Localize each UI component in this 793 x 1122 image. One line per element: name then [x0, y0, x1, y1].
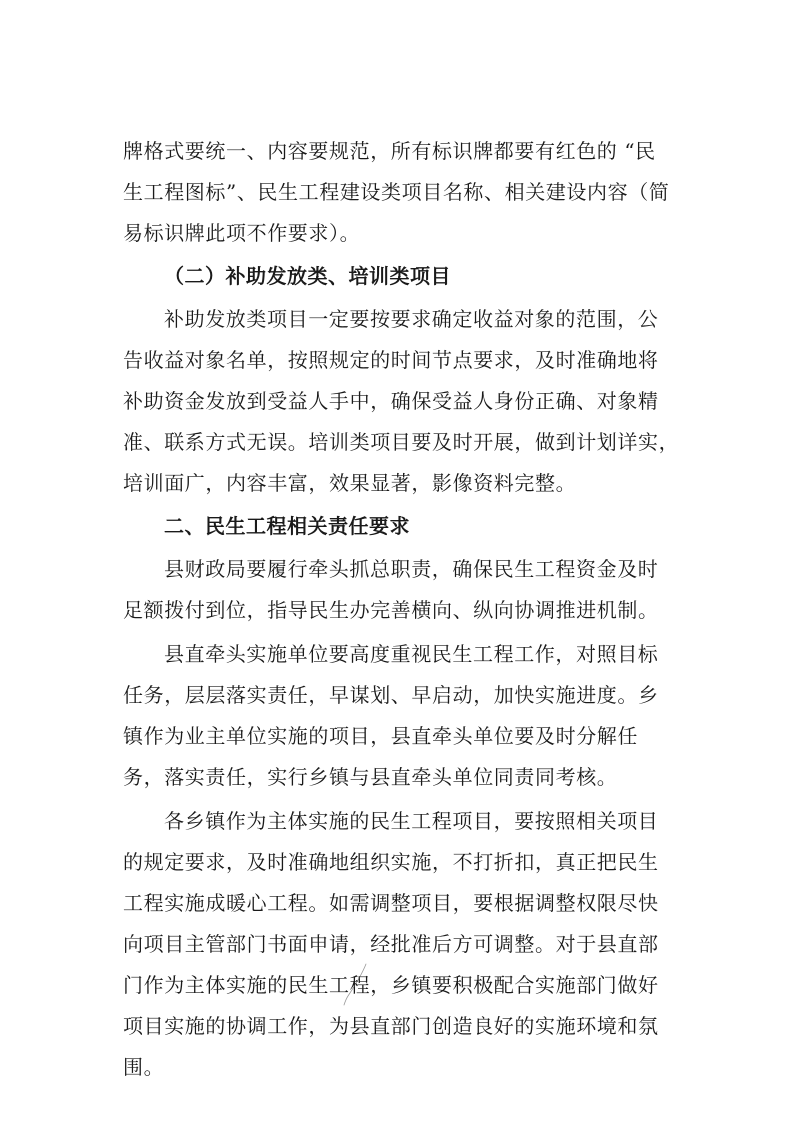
text-line: 补助资金发放到受益人手中，确保受益人身份正确、对象精 — [123, 389, 659, 413]
text-line: 县财政局要履行牵头抓总职责，确保民生工程资金及时 — [164, 557, 659, 581]
text-line: 易标识牌此项不作要求）。 — [123, 221, 361, 245]
text-line: 门作为主体实施的民生工程，乡镇要积极配合实施部门做好 — [123, 973, 659, 997]
text-line: 告收益对象名单，按照规定的时间节点要求，及时准确地将 — [123, 348, 659, 372]
text-line: 围。 — [123, 1055, 165, 1079]
text-line: 务，落实责任，实行乡镇与县直牵头单位同责同考核。 — [123, 765, 618, 789]
pen-stroke-mark — [340, 962, 370, 1007]
text-line: 生工程图标”、民生工程建设类项目名称、相关建设内容（简 — [123, 180, 670, 204]
section-subheading: （二）补助发放类、培训类项目 — [164, 264, 451, 288]
text-line: 镇作为业主单位实施的项目，县直牵头单位要及时分解任 — [123, 724, 638, 748]
text-line: 项目实施的协调工作，为县直部门创造良好的实施环境和氛 — [123, 1014, 659, 1038]
text-line: 县直牵头实施单位要高度重视民生工程工作，对照目标 — [164, 642, 659, 666]
text-line: 补助发放类项目一定要按要求确定收益对象的范围，公 — [164, 307, 659, 331]
text-line: 的规定要求，及时准确地组织实施，不打折扣，真正把民生 — [123, 850, 659, 874]
text-line: 足额拨付到位，指导民生办完善横向、纵向协调推进机制。 — [123, 598, 659, 622]
text-line: 向项目主管部门书面申请，经批准后方可调整。对于县直部 — [123, 932, 659, 956]
section-heading: 二、民生工程相关责任要求 — [164, 514, 410, 538]
text-line: 各乡镇作为主体实施的民生工程项目，要按照相关项目 — [164, 809, 659, 833]
text-line: 任务，层层落实责任，早谋划、早启动，加快实施进度。乡 — [123, 683, 659, 707]
text-line: 培训面广，内容丰富，效果显著，影像资料完整。 — [123, 471, 577, 495]
text-line: 牌格式要统一、内容要规范，所有标识牌都要有红色的 “民 — [123, 139, 656, 163]
text-line: 准、联系方式无误。培训类项目要及时开展，做到计划详实， — [123, 430, 680, 454]
text-line: 工程实施成暖心工程。如需调整项目，要根据调整权限尽快 — [123, 891, 659, 915]
